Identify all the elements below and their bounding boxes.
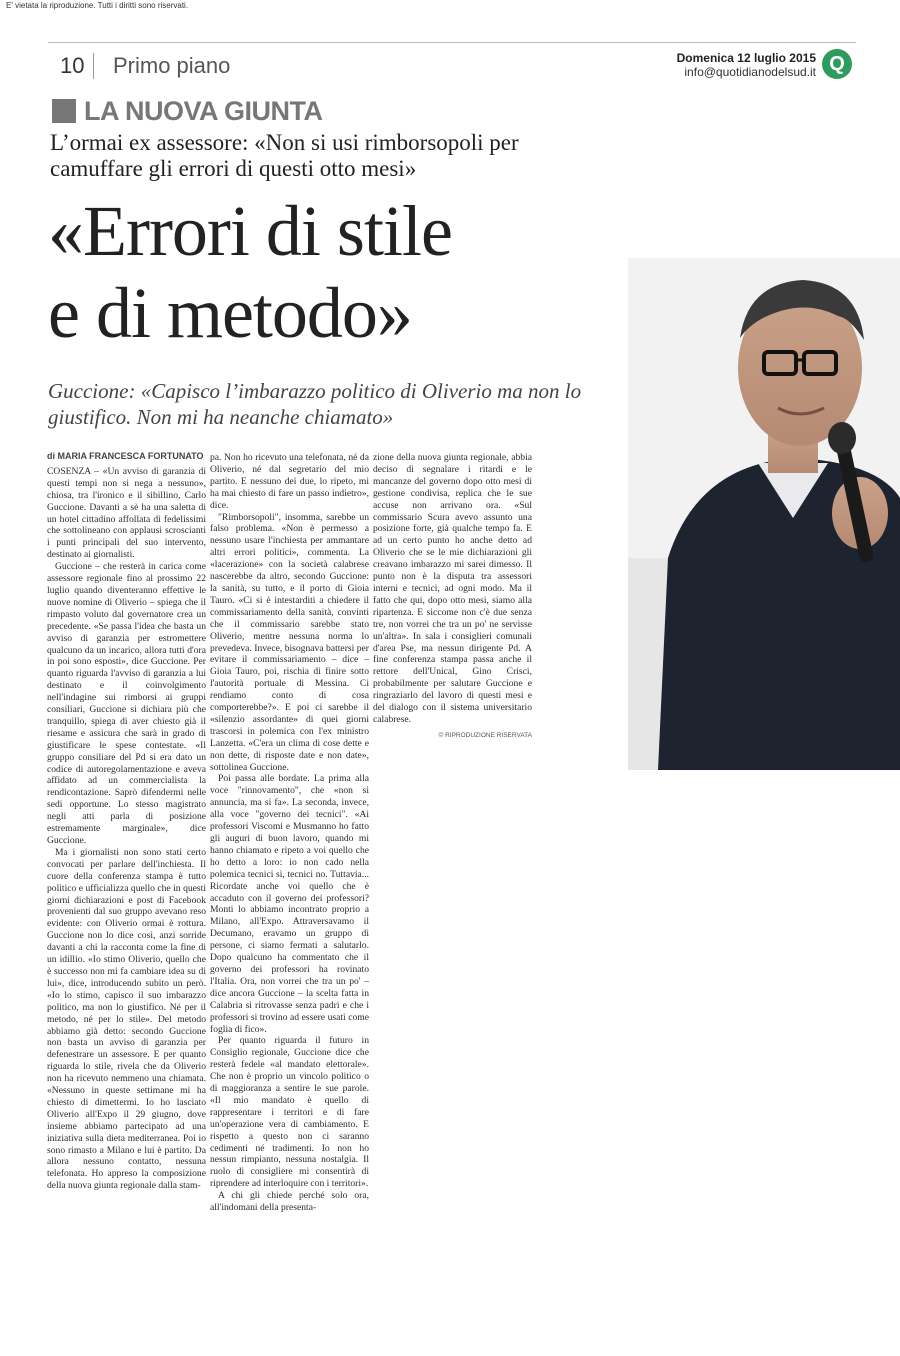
paragraph: pa. Non ho ricevuto una telefonata, né da Oliverio, né dal segretario del mio partito. E nessuno dei due, lo ripeto, mi ha mai chiesto di fare un passo indietro», dice. — [210, 452, 369, 511]
article-column-2 — [210, 452, 369, 1214]
paragraph: Poi passa alle bordate. La prima alla voce "rinnovamento", che «non si annuncia, ma si fa». La seconda, invece, alla voce "governo dei tecnici". «Ai professori Viscomi e Musmanno ho fatto gli auguri di buon lavoro, quando mi hanno chiamato e ripeto a voi quello che ho detto a loro: io non cado nella polemica tecnici sì, tecnici no. Tuttavia... Ricordate anche voi quello che è accaduto con il governo dei professori? Monti lo abbiamo incontrato proprio a Milano, all'Expo. Attraversavamo il Decumano, eravamo un gruppo di persone, ci siamo fermati a salutarlo. Dopo qualcuno ha commentato che il governo dei professori ha rovinato l'Italia. Ora, non vorrei che tra un po' – dice ancora Guccione – la scelta fatta in Calabria si ritrovasse senza padri e che i professori si trovino ad essere usati come foglia di fico». — [210, 773, 369, 1035]
paragraph: A chi gli chiede perché solo ora, all'indomani della presenta- — [210, 1190, 369, 1214]
paragraph: COSENZA – «Un avviso di garanzia di questi tempi non si nega a nessuno», chiosa, tra l'ironico e il sibillino, Carlo Guccione. Davanti a sè ha una saletta di un hotel cittadino affollata di fedelissimi che sottolineano con applausi scroscianti i punti principali del suo intervento, destinato ai giornalisti. — [47, 465, 206, 561]
paragraph: zione della nuova giunta regionale, abbia deciso di segnalare i ritardi e le mancanze del governo dopo otto mesi di gestione condivisa, replica che le sue accuse non arrivano ora. «Sul commissario Scura avevo assunto una posizione forte, già qualche tempo fa. E ad un certo punto ho anche detto ad Oliverio che se le mie dichiarazioni gli creavano imbarazzo mi sarei dimesso. Il punto non è la disputa tra assessori interni e tecnici, ad ogni modo. Ma il fatto che qui, dopo otto mesi, siamo alla ripartenza. E siccome non c'è due senza tre, non vorrei che tra un po' ne servisse un'altra». In sala i consiglieri comunali d'area Pse, ma nessun dirigente Pd. A fine conferenza stampa passa anche il rettore dell'Unical, Gino Crisci, probabilmente per salutare Guccione e ringraziarlo del lavoro di questi mesi e del dialogo con il sistema universitario calabrese. — [373, 452, 532, 725]
section-title: Primo piano — [113, 53, 231, 78]
article-column-3 — [373, 452, 532, 742]
paragraph: "Rimborsopoli", insomma, sarebbe un falso problema. «Non è permesso a nessuno usare l'inchiesta per ammantare altri errori politici», commenta. La «lacerazione» con la società calabrese nascerebbe da altro, secondo Guccione: la sanità, su tutto, e il porto di Gioia Tauro. «Ci si è intestarditi a chiedere il commissariamento della sanità, convinti che il commissario sarebbe stato Oliverio, mentre nessuna norma lo prevedeva. Invece, bisognava battersi per evitare il commissariamento – dice – Gioia Tauro, poi, rischia di finire sotto l'autorità portuale di Messina. Ci rendiamo conto di cosa comporterebbe?». E poi ci sarebbe il «silenzio assordante» di quei giorni trascorsi in polemica con l'ex ministro Lanzetta. «C'era un clima di cose dette e non dette, di risposte date e non date», sottolinea Guccione. — [210, 511, 369, 773]
byline: di MARIA FRANCESCA FORTUNATO — [47, 451, 204, 461]
header-divider — [93, 53, 94, 79]
headline — [48, 190, 608, 354]
issue-date: Domenica 12 luglio 2015 — [676, 51, 816, 65]
subtitle: Guccione: «Capisco l’imbarazzo politico di Oliverio ma non lo giustifico. Non mi ha neanche chiamato» — [48, 379, 582, 429]
kicker-square-icon — [52, 99, 76, 123]
article-column-1 — [47, 451, 206, 1192]
headline-line-1: «Errori di stile — [48, 191, 452, 271]
paragraph: Guccione – che resterà in carica come assessore regionale fino al prossimo 22 luglio quando diventeranno effettive le nuove nomine di Oliverio – spiega che il rimpasto voluto dal governatore crea un precedente. «Se passa l'idea che basta un avviso di garanzia per estromettere qualcuno da un incarico, allora tutti d'ora in poi sono esposti», dice Guccione. Per quanto riguarda l'avviso di garanzia a lui destinato e il coinvolgimento nell'indagine sui rimborsi ai gruppi consiliari, Guccione si dichiara più che tranquillo, spiega di aver chiesto già il riesame e assicura che sarà in grado di giustificare le spese contestate. «Il gruppo consiliare del Pd si era dato un codice di autoregolamentazione e aveva affidato ad un commercialista la rendicontazione. Saprò difendermi nelle sedi opportune. Lo stesso magistrato negli atti parla di posizione estremamente marginale», dice Guccione. — [47, 561, 206, 846]
headline-line-2: e di metodo» — [48, 273, 412, 353]
copyright-notice: E' vietata la riproduzione. Tutti i diritti sono riservati. — [6, 1, 189, 10]
page-header — [48, 42, 856, 83]
contact-email: info@quotidianodelsud.it — [684, 65, 816, 79]
article-photo — [628, 258, 900, 770]
header-info — [677, 51, 816, 79]
kicker-text: LA NUOVA GIUNTA — [84, 95, 323, 126]
paragraph: Per quanto riguarda il futuro in Consiglio regionale, Guccione dice che resterà fedele «al mandato elettorale». Che non è proprio un vincolo politico o di maggioranza a sentire le sue parole. «Il mio mandato è quello di rappresentare i territori e di fare un'operazione vera di cambiamento. E rispetto a questo non ci saranno cedimenti né tradimenti. Io non ho nessun rimpianto, nessuna nostalgia. Il ruolo di consigliere mi consentirà di riprendere ad interloquire con i territori». — [210, 1035, 369, 1190]
overtitle: L’ormai ex assessore: «Non si usi rimborsopoli per camuffare gli errori di questi otto mesi» — [50, 130, 519, 181]
speaker-photo-illustration — [628, 258, 900, 770]
newspaper-logo-icon: Q — [822, 49, 852, 79]
paragraph: Ma i giornalisti non sono stati certo convocati per parlare dell'inchiesta. Il cuore della conferenza stampa è tutto politico e ufficializza quello che in questi giorni dichiarazioni e post di Facebook provenienti dal suo gruppo avevano reso evidente: con Oliverio ormai è rottura. Guccione non lo dice così, anzi sorride davanti a chi la racconta come la fine di un idillio. «Io stimo Oliverio, quello che è successo non mi fa cambiare idea su di lui», dice, introducendo subito un però. «Io lo stimo, capisco il suo imbarazzo politico, ma non lo giustifico. Né per il metodo, né per lo stile». Del metodo abbiamo già detto: secondo Guccione non basta un avviso di garanzia per defenestrare un assessore. E per quanto riguarda lo stile, rivela che da Oliverio non ha ricevuto nemmeno una chiamata. «Nessuno in queste settimane mi ha chiesto di dimettermi. Io ho lasciato Oliverio all'Expo il 29 giugno, dove insieme abbiamo partecipato ad una iniziativa sulla dieta mediterranea. Poi io sono rimasto a Milano e lui è partito. Da allora nessuno contatto, nessuna telefonata. Ho appreso la composizione della nuova giunta regionale dalla stam- — [47, 846, 206, 1192]
page-number: 10 — [60, 53, 85, 78]
kicker — [52, 94, 322, 128]
reproduction-notice: © RIPRODUZIONE RISERVATA — [438, 731, 532, 739]
